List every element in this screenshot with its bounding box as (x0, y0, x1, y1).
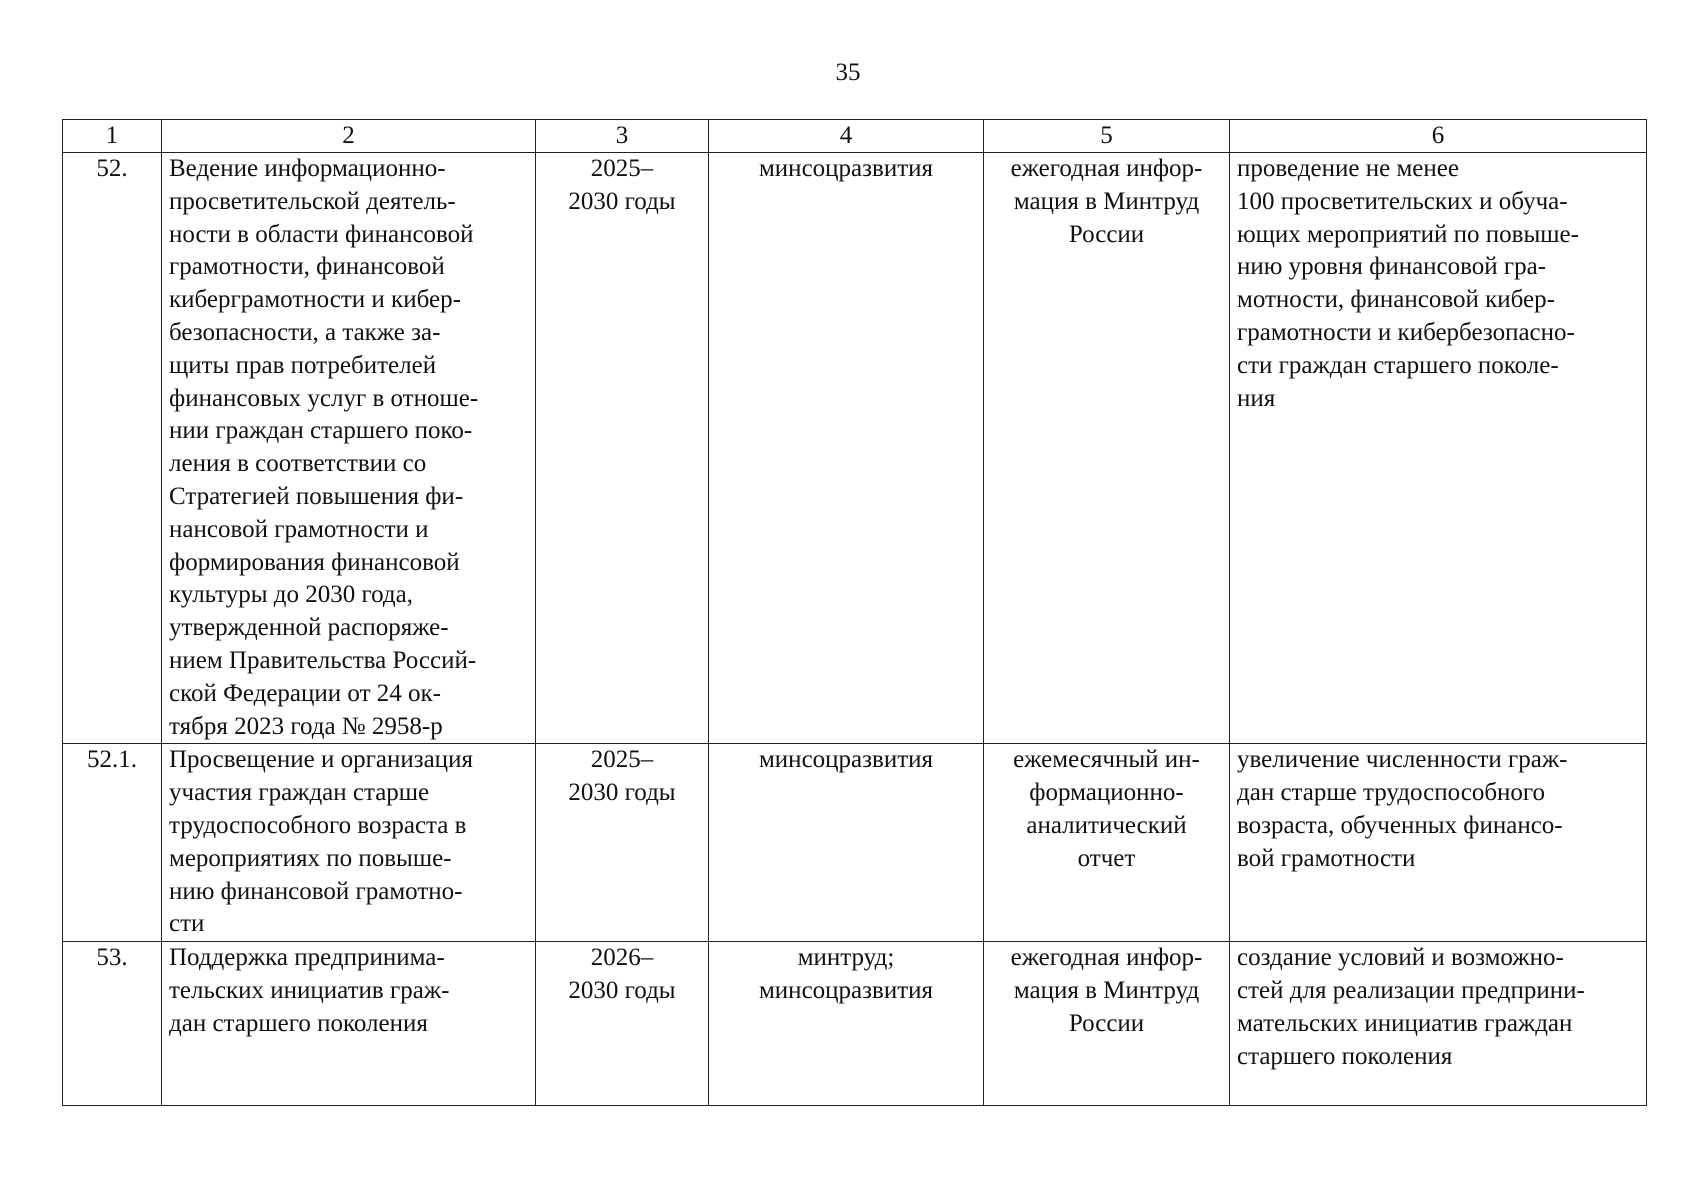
cell-text-line: стей для реализации предприни- (1237, 976, 1585, 1004)
cell-text-line: нию уровня финансовой гра- (1237, 253, 1547, 281)
cell-text-line: ющих мероприятий по повыше- (1237, 220, 1579, 248)
cell-text-line: России (1068, 220, 1145, 248)
executor (709, 153, 984, 744)
cell-text-line: тября 2023 года № 2958-р (169, 712, 443, 740)
measure-name (162, 744, 536, 942)
column-header-4: 4 (709, 120, 984, 153)
cell-text-line: нии граждан старшего поко- (169, 417, 473, 445)
cell-text-line: дан старше трудоспособного (1237, 779, 1546, 807)
row-number: 53. (63, 942, 162, 1106)
expected-result (1230, 153, 1647, 744)
cell-text-line: ской Федерации от 24 ок- (169, 679, 441, 707)
cell-text-line: сти граждан старшего поколе- (1237, 351, 1559, 379)
cell-text-line: киберграмотности и кибер- (169, 286, 461, 314)
cell-text-line: ежегодная инфор- (1010, 155, 1203, 182)
cell-text-line: 2026– (590, 944, 654, 972)
cell-text-line: 2030 годы (568, 187, 676, 215)
cell-text-line: формирования финансовой (169, 548, 460, 576)
cell-text-line: отчет (1077, 844, 1136, 872)
cell-text-line: грамотности, финансовой (169, 253, 445, 281)
column-header-3: 3 (536, 120, 709, 153)
cell-text-line: 2025– (590, 746, 654, 774)
cell-text-line: ния (1237, 384, 1276, 412)
reporting-form (984, 153, 1230, 744)
cell-text-line: грамотности и кибербезопасно- (1237, 318, 1575, 346)
cell-text-line: ления в соответствии со (169, 450, 427, 478)
cell-text-line: 2025– (590, 155, 654, 182)
cell-text-line: Ведение информационно- (169, 155, 446, 182)
cell-text-line: ежемесячный ин- (1013, 746, 1200, 774)
reporting-form (984, 942, 1230, 1106)
cell-text-line: нием Правительства Россий- (169, 646, 477, 674)
cell-text-line: участия граждан старше (169, 779, 430, 807)
cell-text-line: мация в Минтруд (1013, 187, 1200, 215)
cell-text-line: мация в Минтруд (1013, 976, 1200, 1004)
cell-text-line: ежегодная инфор- (1010, 944, 1203, 972)
cell-text-line: сти (169, 910, 205, 938)
measures-table (62, 119, 1647, 1106)
cell-text-line: Просвещение и организация (169, 746, 473, 774)
cell-text-line: мероприятиях по повыше- (169, 844, 452, 872)
column-header-5: 5 (984, 120, 1230, 153)
cell-text-line: тельских инициатив граж- (169, 976, 450, 1004)
cell-text-line: 2030 годы (568, 976, 676, 1004)
expected-result (1230, 942, 1647, 1106)
measure-name (162, 153, 536, 744)
period (536, 942, 709, 1106)
cell-text-line: Стратегией повышения фи- (169, 482, 464, 510)
row-number: 52.1. (63, 744, 162, 942)
table-row (63, 153, 1647, 744)
cell-text-line: трудоспособного возраста в (169, 811, 467, 839)
cell-text-line: ности в области финансовой (169, 220, 474, 248)
column-header-2: 2 (162, 120, 536, 153)
period (536, 744, 709, 942)
cell-text-line: России (1068, 1009, 1145, 1037)
cell-text-line: увеличение численности граж- (1237, 746, 1568, 774)
cell-text-line: нансовой грамотности и (169, 515, 429, 543)
cell-text-line: щиты прав потребителей (169, 351, 437, 379)
measure-name (162, 942, 536, 1106)
cell-text-line: 2030 годы (568, 779, 676, 807)
row-number: 52. (63, 153, 162, 744)
cell-text-line: утвержденной распоряже- (169, 614, 449, 642)
table-row (63, 942, 1647, 1106)
cell-text-line: просветительской деятель- (169, 187, 456, 215)
cell-text-line: создание условий и возможно- (1237, 944, 1564, 972)
column-header-6: 6 (1230, 120, 1647, 153)
table-header-row (63, 120, 1647, 153)
cell-text-line: минтруд; (797, 944, 895, 972)
cell-text-line: дан старшего поколения (169, 1009, 428, 1037)
expected-result (1230, 744, 1647, 942)
period (536, 153, 709, 744)
cell-text-line: минсоцразвития (758, 155, 933, 182)
reporting-form (984, 744, 1230, 942)
cell-text-line: аналитический (1026, 811, 1187, 839)
executor (709, 942, 984, 1106)
table-row (63, 744, 1647, 942)
cell-text-line: минсоцразвития (758, 746, 933, 774)
cell-text-line: формационно- (1029, 779, 1184, 807)
cell-text-line: проведение не менее (1237, 155, 1459, 182)
cell-text-line: мотности, финансовой кибер- (1237, 286, 1555, 314)
cell-text-line: мательских инициатив граждан (1237, 1009, 1573, 1037)
cell-text-line: нию финансовой грамотно- (169, 877, 463, 905)
cell-text-line: старшего поколения (1237, 1042, 1453, 1070)
cell-text-line: финансовых услуг в отноше- (169, 384, 479, 412)
cell-text-line: 100 просветительских и обуча- (1237, 187, 1568, 215)
cell-text-line: Поддержка предпринима- (169, 944, 445, 972)
cell-text-line: вой грамотности (1237, 844, 1416, 872)
cell-text-line: минсоцразвития (758, 976, 933, 1004)
cell-text-line: культуры до 2030 года, (169, 581, 413, 609)
column-header-1: 1 (63, 120, 162, 153)
page-number: 35 (835, 59, 861, 86)
cell-text-line: возраста, обученных финансо- (1237, 811, 1563, 839)
executor (709, 744, 984, 942)
cell-text-line: безопасности, а также за- (169, 318, 441, 346)
